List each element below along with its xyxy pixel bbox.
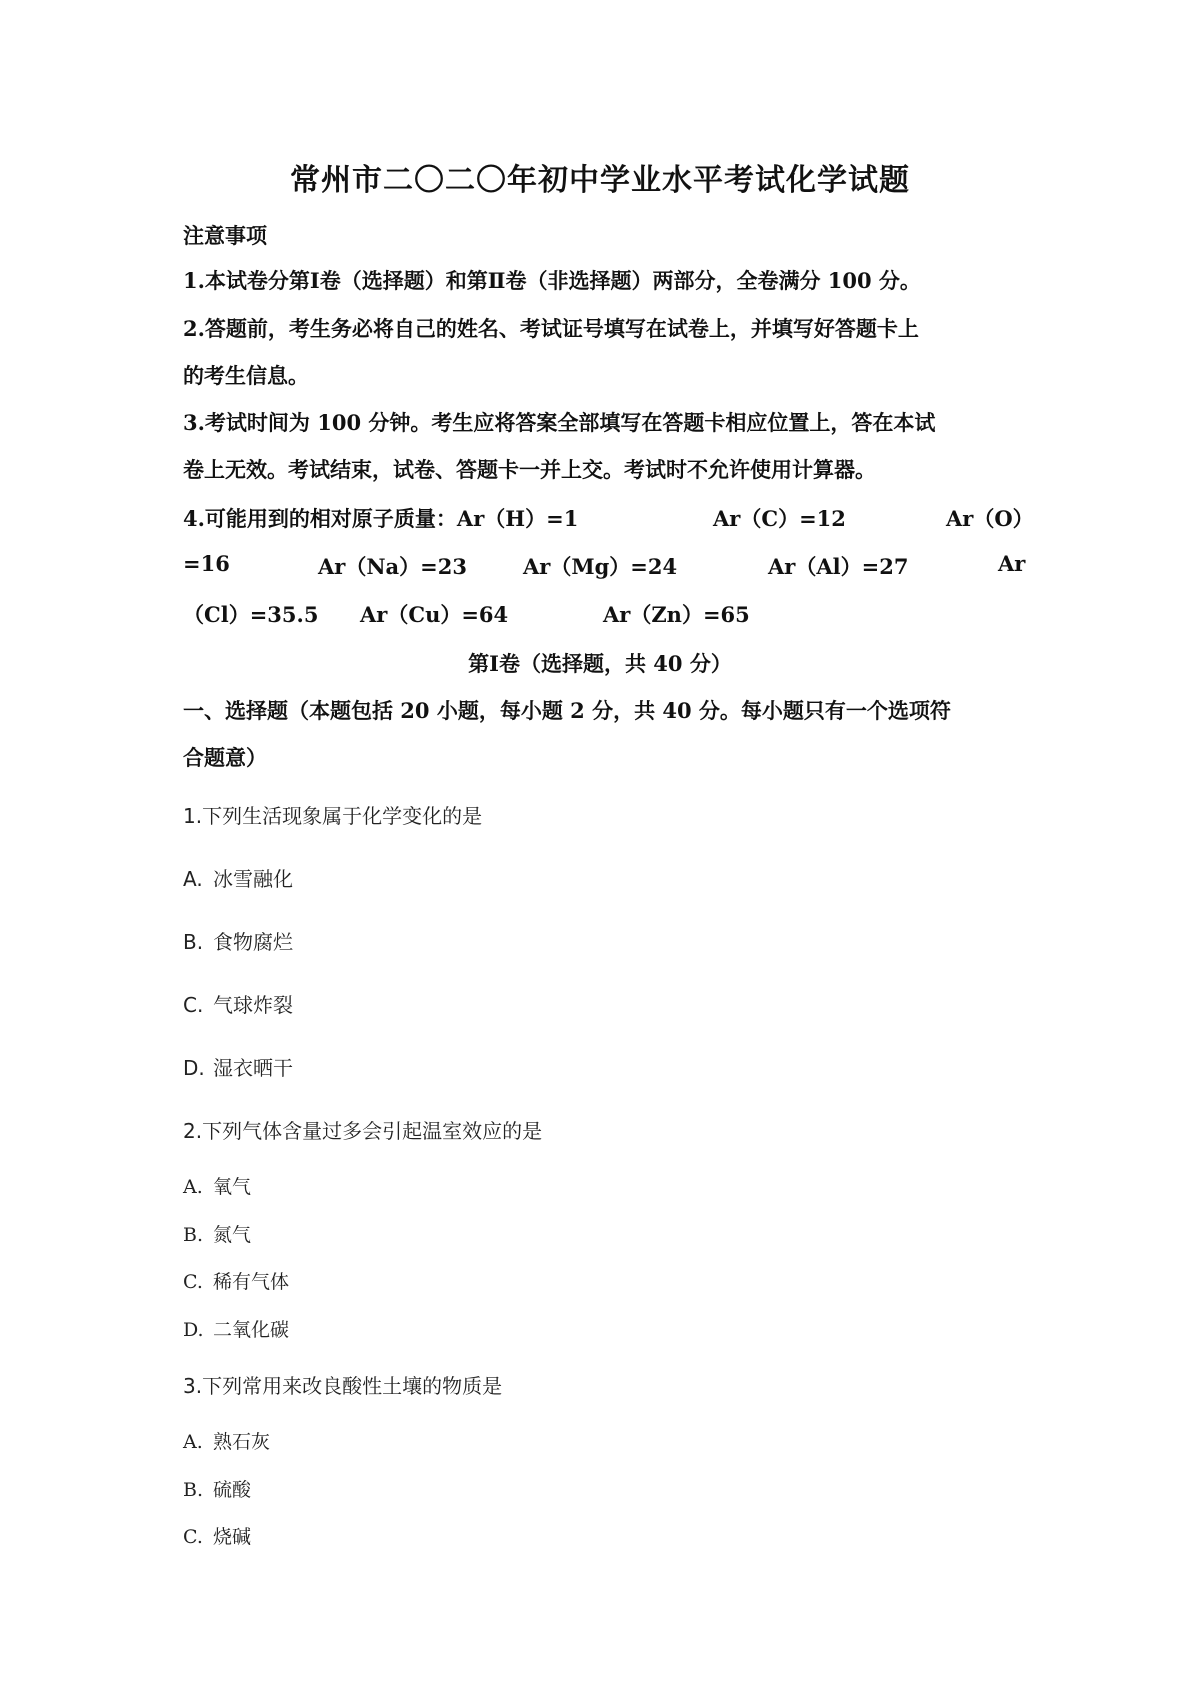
question-2-option-d [183,1315,289,1342]
question-2-option-a [183,1172,251,1199]
option-text: 气球炸裂 [213,993,293,1017]
option-letter: B. [183,1479,204,1501]
section-title: 第Ⅰ卷（选择题，共 40 分） [468,651,732,676]
atomic-mass-row-2 [183,551,1033,581]
option-letter: D. [183,1056,205,1080]
option-text: 稀有气体 [213,1271,290,1293]
question-1-option-a [183,863,293,892]
option-letter: A. [183,1431,203,1453]
option-letter: B. [183,1224,204,1246]
note-item-3-line-2: 卷上无效。考试结束，试卷、答题卡一并上交。考试时不允许使用计算器。 [183,457,876,482]
atomic-mass-row-1 [183,503,1033,533]
question-2-option-c [183,1267,289,1294]
atomic-mass-al: Ar（Al）=27 [768,554,909,579]
atomic-mass-o-value: =16 [183,551,230,576]
option-text: 熟石灰 [213,1431,271,1453]
option-text: 氧气 [213,1176,252,1198]
option-letter: D. [183,1319,204,1341]
atomic-mass-label: 4.可能用到的相对原子质量：Ar（H）=1 [183,506,579,531]
atomic-mass-o-symbol: Ar（O） [946,506,1034,531]
question-1-stem: 1.下列生活现象属于化学变化的是 [183,804,483,828]
option-letter: C. [183,1271,203,1293]
option-text: 食物腐烂 [213,930,293,954]
section-instructions-line-2: 合题意） [183,745,267,770]
question-1-option-b [183,926,293,955]
question-1-option-d [183,1052,293,1081]
option-letter: B. [183,930,204,954]
option-letter: C. [183,993,204,1017]
question-3-option-b [183,1475,251,1502]
option-letter: A. [183,867,203,891]
question-1-option-c [183,989,293,1018]
atomic-mass-cl-symbol: Ar [998,551,1026,576]
atomic-mass-cl-value: （Cl）=35.5 [183,602,319,627]
note-item-2-line-2: 的考生信息。 [183,363,309,388]
atomic-mass-row-3 [183,599,1033,629]
option-text: 冰雪融化 [213,867,293,891]
question-3-stem: 3.下列常用来改良酸性土壤的物质是 [183,1374,503,1398]
notes-heading: 注意事项 [183,223,267,248]
option-letter: C. [183,1526,203,1548]
option-text: 氮气 [213,1224,252,1246]
atomic-mass-cu: Ar（Cu）=64 [360,602,509,627]
question-2-stem: 2.下列气体含量过多会引起温室效应的是 [183,1119,543,1143]
section-instructions-line-1: 一、选择题（本题包括 20 小题，每小题 2 分，共 40 分。每小题只有一个选项符 [183,698,951,723]
option-text: 硫酸 [213,1479,252,1501]
option-text: 烧碱 [213,1526,252,1548]
atomic-mass-na: Ar（Na）=23 [318,554,467,579]
page-title: 常州市二〇二〇年初中学业水平考试化学试题 [290,163,910,198]
note-item-3-line-1: 3.考试时间为 100 分钟。考生应将答案全部填写在答题卡相应位置上，答在本试 [183,410,936,435]
option-text: 湿衣晒干 [213,1056,293,1080]
atomic-mass-c: Ar（C）=12 [713,506,846,531]
option-text: 二氧化碳 [213,1319,290,1341]
question-2-option-b [183,1220,251,1247]
note-item-2-line-1: 2.答题前，考生务必将自己的姓名、考试证号填写在试卷上，并填写好答题卡上 [183,316,919,341]
question-3-option-a [183,1427,270,1454]
option-letter: A. [183,1176,203,1198]
question-3-option-c [183,1522,251,1549]
atomic-mass-zn: Ar（Zn）=65 [603,602,750,627]
atomic-mass-mg: Ar（Mg）=24 [523,554,678,579]
note-item-1: 1.本试卷分第Ⅰ卷（选择题）和第Ⅱ卷（非选择题）两部分，全卷满分 100 分。 [183,268,921,293]
